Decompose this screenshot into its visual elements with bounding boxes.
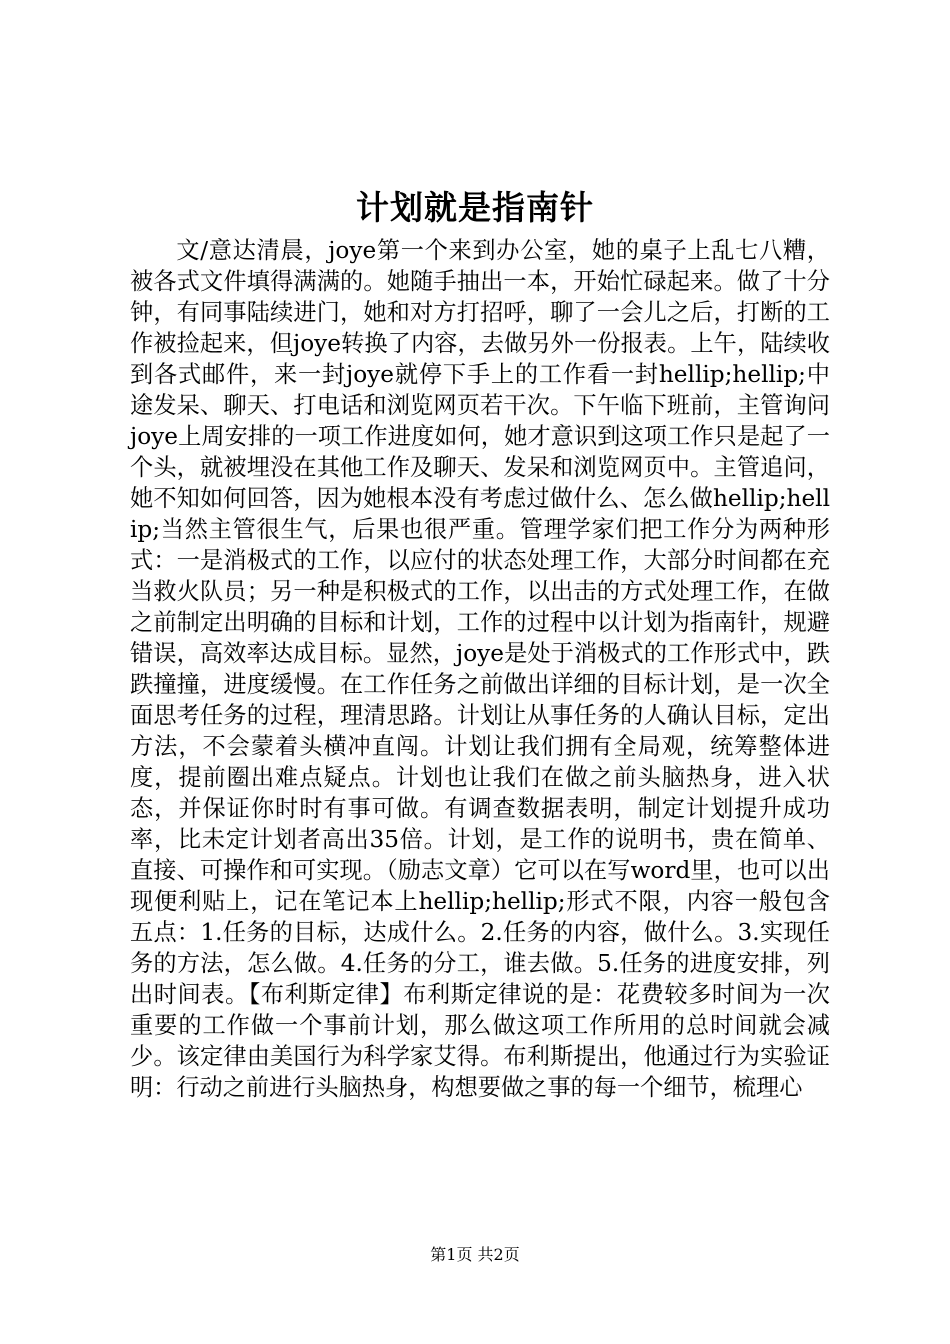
page-number: 第1页 共2页 [430, 1245, 520, 1264]
document-body: 文/意达清晨，joye第一个来到办公室，她的桌子上乱七八糟，被各式文件填得满满的。她随手抽出一本，开始忙碌起来。做了十分钟，有同事陆续进门，她和对方打招呼，聊了一会儿之后，打断的工作被捡起来，但joye转换了内容，去做另外一份报表。上午，陆续收到各式邮件，来一封joye就停下手上的工作看一封hellip;hellip;中途发呆、聊天、打电话和浏览网页若干次。下午临下班前，主管询问joye上周安排的一项工作进度如何，她才意识到这项工作只是起了一个头，就被埋没在其他工作及聊天、发呆和浏览网页中。主管追问，她不知如何回答，因为她根本没有考虑过做什么、怎么做hellip;hellip;当然主管很生气，后果也很严重。管理学家们把工作分为两种形式：一是消极式的工作，以应付的状态处理工作，大部分时间都在充当救火队员；另一种是积极式的工作，以出击的方式处理工作，在做之前制定出明确的目标和计划，工作的过程中以计划为指南针，规避错误，高效率达成目标。显然，joye是处于消极式的工作形式中，跌跌撞撞，进度缓慢。在工作任务之前做出详细的目标计划，是一次全面思考任务的过程，理清思路。计划让从事任务的人确认目标，定出方法，不会蒙着头横冲直闯。计划让我们拥有全局观，统筹整体进度，提前圈出难点疑点。计划也让我们在做之前头脑热身，进入状态，并保证你时时有事可做。有调查数据表明，制定计划提升成功率，比未定计划者高出35倍。计划，是工作的说明书，贵在简单、直接、可操作和可实现。（励志文章）它可以在写word里，也可以出现便利贴上，记在笔记本上hellip;hellip;形式不限，内容一般包含五点：1.任务的目标，达成什么。2.任务的内容，做什么。3.实现任务的方法，怎么做。4.任务的分工，谁去做。5.任务的进度安排，列出时间表。【布利斯定律】布利斯定律说的是：花费较多时间为一次重要的工作做一个事前计划，那么做这项工作所用的总时间就会减少。该定律由美国行为科学家艾得。布利斯提出，他通过行为实验证明：行动之前进行头脑热身，构想要做之事的每一个细节，梳理心 [130, 237, 830, 1101]
document-title: 计划就是指南针 [356, 188, 594, 227]
